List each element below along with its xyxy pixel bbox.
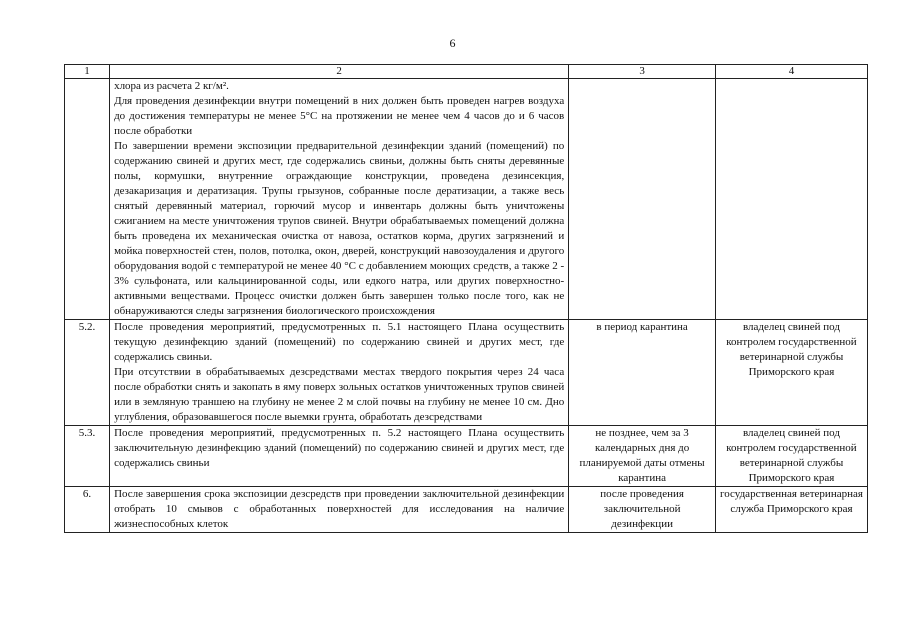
- term-cell: [569, 79, 716, 320]
- column-header: 4: [715, 65, 867, 79]
- table-header-row: [65, 65, 868, 79]
- row-number: 5.3.: [65, 426, 110, 487]
- page-number: 6: [449, 36, 456, 50]
- term-cell: не позднее, чем за 3 календарных дня до планируемой даты отмены карантина: [569, 426, 716, 487]
- paragraph: После проведения мероприятий, предусмотренных п. 5.2 настоящего Плана осуществить заключительную дезинфекцию зданий (помещений) по содержанию свиней и других мест, где содержались свиньи: [114, 427, 565, 469]
- paragraph: хлора из расчета 2 кг/м².: [114, 80, 229, 92]
- column-header: 1: [65, 65, 110, 79]
- table-row: [65, 426, 868, 487]
- paragraph: После завершения срока экспозиции дезсредств при проведении заключительной дезинфекции отобрать 10 смывов с обработанных поверхностей для исследования на наличие жизнеспособных клеток: [114, 488, 565, 530]
- column-header: 2: [110, 65, 569, 79]
- row-number: 6.: [65, 487, 110, 533]
- row-number: [65, 79, 110, 320]
- plan-table: [64, 64, 868, 533]
- term-cell: в период карантина: [569, 320, 716, 426]
- measure-text: [110, 79, 569, 320]
- row-number: 5.2.: [65, 320, 110, 426]
- paragraph: По завершении времени экспозиции предварительной дезинфекции зданий (помещений) по содержанию свиней и других мест, где содержались свиньи, должны быть сняты деревянные полы, кормушки, внутренние ограждающие конструкции, проведена дезинсекция, дезакаризация и дератизация. Трупы грызунов, собранные после дератизации, а также весь снятый деревянный материал, горючий мусор и инвентарь должны быть уничтожены сжиганием на месте уничтожения трупов свиней. Внутри обрабатываемых помещений должна быть проведена их механическая очистка от навоза, остатков корма, других загрязнений и мойка поверхностей стен, полов, потолка, окон, дверей, конструкций навозоудаления и другого оборудования водой с температурой не менее 40 °С с добавлением моющих средств, а также 2 - 3% сульфоната, или кальцинированной соды, или едкого натра, или других поверхностно-активными веществами. Процесс очистки должен быть завершен только после того, как не обнаруживаются следы загрязнения биологического происхождения: [114, 140, 565, 317]
- paragraph: При отсутствии в обрабатываемых дезсредствами местах твердого покрытия через 24 часа после обработки снять и закопать в яму поверх зольных остатков уничтоженных трупов свиней или в земляную траншею на глубину не менее 2 м слой почвы на глубину не менее 10 см. Дно углубления, образовавшегося после выемки грунта, обработать дезсредствами: [114, 366, 565, 423]
- term-cell: после проведения заключительной дезинфекции: [569, 487, 716, 533]
- measure-text: [110, 426, 569, 487]
- responsible-cell: государственная ветеринарная служба Приморского края: [715, 487, 867, 533]
- measure-text: [110, 487, 569, 533]
- measure-text: [110, 320, 569, 426]
- paragraph: После проведения мероприятий, предусмотренных п. 5.1 настоящего Плана осуществить текущую дезинфекцию зданий (помещений) по содержанию свиней и других мест, где содержались свиньи.: [114, 321, 565, 363]
- table-row: [65, 487, 868, 533]
- table-row: [65, 79, 868, 320]
- table-row: [65, 320, 868, 426]
- paragraph: Для проведения дезинфекции внутри помещений в них должен быть проведен нагрев воздуха до достижения температуры не менее 5°С на протяжении не менее чем 4 часов до и 6 часов после обработки: [114, 95, 565, 137]
- responsible-cell: владелец свиней под контролем государственной ветеринарной службы Приморского края: [715, 426, 867, 487]
- responsible-cell: [715, 79, 867, 320]
- responsible-cell: владелец свиней под контролем государственной ветеринарной службы Приморского края: [715, 320, 867, 426]
- column-header: 3: [569, 65, 716, 79]
